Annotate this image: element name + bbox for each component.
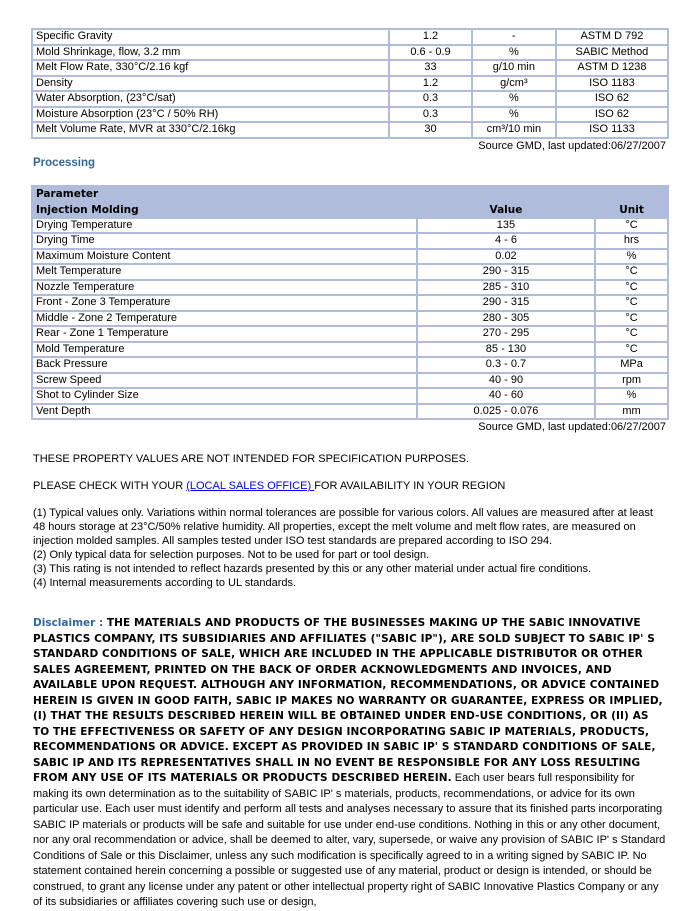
processing-row (33, 374, 667, 388)
processing-row (33, 389, 667, 403)
parameter-value: 135 (418, 219, 594, 233)
disclaimer (33, 616, 668, 911)
property-unit: cm³/10 min (473, 123, 555, 137)
processing-table (31, 185, 669, 421)
parameter-unit: °C (596, 312, 667, 326)
parameter-name: Rear - Zone 1 Temperature (33, 327, 416, 341)
footnote-1: (1) Typical values only. Variations within normal tolerances are possible for various colors. All values are measured after at least 48 hours storage at 23°C/50% relative humidity. All properties, except the melt volume and melt flow rates, are measured on injection molded samples. All samples tested under ISO test standards are prepared according to ISO 294. (33, 507, 653, 547)
spec-warning: THESE PROPERTY VALUES ARE NOT INTENDED FOR SPECIFICATION PURPOSES. (33, 453, 470, 465)
property-row (33, 123, 667, 137)
property-method: ASTM D 792 (557, 30, 667, 44)
footnote-2: (2) Only typical data for selection purposes. Not to be used for part or tool design. (33, 549, 430, 561)
parameter-name: Maximum Moisture Content (33, 250, 416, 264)
parameter-value: 0.02 (418, 250, 594, 264)
property-value: 0.6 - 0.9 (390, 46, 471, 60)
parameter-value: 0.3 - 0.7 (418, 358, 594, 372)
datasheet-page (32, 28, 668, 911)
parameter-value: 40 - 90 (418, 374, 594, 388)
processing-row (33, 250, 667, 264)
parameter-value: 290 - 315 (418, 296, 594, 310)
processing-row (33, 265, 667, 279)
property-row (33, 46, 667, 60)
processing-section-title: Processing (33, 156, 95, 169)
property-value: 0.3 (390, 92, 471, 106)
processing-row (33, 327, 667, 341)
property-method: SABIC Method (557, 46, 667, 60)
footnotes (33, 506, 668, 590)
parameter-name: Screw Speed (33, 374, 416, 388)
property-unit: % (473, 108, 555, 122)
property-value: 1.2 (390, 30, 471, 44)
processing-source-note: Source GMD, last updated:06/27/2007 (478, 421, 666, 433)
unit-header: Unit (596, 203, 667, 217)
parameter-value: 285 - 310 (418, 281, 594, 295)
parameter-value: 280 - 305 (418, 312, 594, 326)
parameter-unit: °C (596, 281, 667, 295)
parameter-name: Middle - Zone 2 Temperature (33, 312, 416, 326)
property-method: ASTM D 1238 (557, 61, 667, 75)
parameter-unit: % (596, 250, 667, 264)
disclaimer-caps-text: THE MATERIALS AND PRODUCTS OF THE BUSINESSES MAKING UP THE SABIC INNOVATIVE PLASTICS COMPANY, ITS SUBSIDIARIES AND AFFILIATES ("SABIC IP"), ARE SOLD SUBJECT TO SABIC IP' S STANDARD CONDITIONS OF SALE, WHICH ARE INCLUDED IN THE APPLICABLE DISTRIBUTOR OR OTHER SALES AGREEMENT, PRINTED ON THE BACK OF ORDER ACKNOWLEDGMENTS AND INVOICES, AND AVAILABLE UPON REQUEST. ALTHOUGH ANY INFORMATION, RECOMMENDATIONS, OR ADVICE CONTAINED HEREIN IS GIVEN IN GOOD FAITH, SABIC IP MAKES NO WARRANTY OR GUARANTEE, EXPRESS OR IMPLIED, (I) THAT THE RESULTS DESCRIBED HEREIN WILL BE OBTAINED UNDER END-USE CONDITIONS, OR (II) AS TO THE EFFECTIVENESS OR SAFETY OF ANY DESIGN INCORPORATING SABIC IP MATERIALS, PRODUCTS, RECOMMENDATIONS OR ADVICE. EXCEPT AS PROVIDED IN SABIC IP' S STANDARD CONDITIONS OF SALE, SABIC IP AND ITS REPRESENTATIVES SHALL IN NO EVENT BE RESPONSIBLE FOR ANY LOSS RESULTING FROM ANY USE OF ITS MATERIALS OR PRODUCTS DESCRIBED HEREIN. (33, 617, 663, 784)
processing-row (33, 296, 667, 310)
parameter-value: 4 - 6 (418, 234, 594, 248)
property-unit: % (473, 46, 555, 60)
processing-row (33, 358, 667, 372)
processing-row (33, 234, 667, 248)
footnote-4: (4) Internal measurements according to UL standards. (33, 577, 297, 589)
processing-row (33, 312, 667, 326)
parameter-name: Nozzle Temperature (33, 281, 416, 295)
availability-prefix: PLEASE CHECK WITH YOUR (33, 480, 187, 492)
availability-note (33, 479, 668, 493)
property-unit: - (473, 30, 555, 44)
property-method: ISO 1183 (557, 77, 667, 91)
property-row (33, 30, 667, 44)
parameter-name: Drying Time (33, 234, 416, 248)
parameter-unit: MPa (596, 358, 667, 372)
availability-suffix: FOR AVAILABILITY IN YOUR REGION (314, 480, 506, 492)
disclaimer-label: Disclaimer : (33, 617, 107, 629)
parameter-value: 85 - 130 (418, 343, 594, 357)
properties-table (31, 28, 669, 139)
property-row (33, 77, 667, 91)
parameter-unit: hrs (596, 234, 667, 248)
property-row (33, 92, 667, 106)
property-method: ISO 62 (557, 108, 667, 122)
parameter-name: Back Pressure (33, 358, 416, 372)
parameter-value: 40 - 60 (418, 389, 594, 403)
parameter-unit: mm (596, 405, 667, 419)
parameter-unit: °C (596, 343, 667, 357)
property-value: 1.2 (390, 77, 471, 91)
property-method: ISO 62 (557, 92, 667, 106)
parameter-name: Mold Temperature (33, 343, 416, 357)
parameter-name: Vent Depth (33, 405, 416, 419)
parameter-unit: °C (596, 296, 667, 310)
property-row (33, 108, 667, 122)
parameter-unit: °C (596, 265, 667, 279)
parameter-unit: rpm (596, 374, 667, 388)
property-unit: g/10 min (473, 61, 555, 75)
property-name: Moisture Absorption (23°C / 50% RH) (33, 108, 388, 122)
value-header: Value (418, 203, 594, 217)
property-name: Specific Gravity (33, 30, 388, 44)
parameter-value: 270 - 295 (418, 327, 594, 341)
property-name: Density (33, 77, 388, 91)
property-unit: % (473, 92, 555, 106)
processing-row (33, 281, 667, 295)
parameter-unit: % (596, 389, 667, 403)
injection-molding-header: Injection Molding (33, 203, 416, 217)
parameter-unit: °C (596, 327, 667, 341)
parameter-name: Melt Temperature (33, 265, 416, 279)
parameter-unit: °C (596, 219, 667, 233)
property-method: ISO 1133 (557, 123, 667, 137)
parameter-name: Front - Zone 3 Temperature (33, 296, 416, 310)
property-name: Melt Volume Rate, MVR at 330°C/2.16kg (33, 123, 388, 137)
footnote-3: (3) This rating is not intended to reflect hazards presented by this or any other material under actual fire conditions. (33, 563, 592, 575)
local-sales-office-link[interactable]: (LOCAL SALES OFFICE) (186, 480, 315, 492)
property-value: 30 (390, 123, 471, 137)
processing-row (33, 405, 667, 419)
property-name: Water Absorption, (23°C/sat) (33, 92, 388, 106)
processing-row (33, 343, 667, 357)
property-name: Mold Shrinkage, flow, 3.2 mm (33, 46, 388, 60)
property-row (33, 61, 667, 75)
parameter-header: Parameter (33, 187, 667, 201)
processing-row (33, 219, 667, 233)
disclaimer-body-text: Each user bears full responsibility for making its own determination as to the suitability of SABIC IP' s materials, products, recommendations, or advice for its own particular use. Each user must identify and perform all tests and analyses necessary to assure that its finished parts incorporating SABIC IP materials or products will be safe and suitable for use under end-use conditions. Nothing in this or any other document, nor any oral recommendation or advice, shall be deemed to alter, vary, supersede, or waive any provision of SABIC IP' s Standard Conditions of Sale or this Disclaimer, unless any such modification is specifically agreed to in a writing signed by SABIC IP. No statement contained herein concerning a possible or suggested use of any material, product or design is intended, or should be construed, to grant any license under any patent or other intellectual property right of SABIC Innovative Plastics Company or any of its subsidiaries or affiliates covering such use or design, (33, 772, 666, 908)
property-unit: g/cm³ (473, 77, 555, 91)
parameter-name: Shot to Cylinder Size (33, 389, 416, 403)
parameter-name: Drying Temperature (33, 219, 416, 233)
parameter-value: 290 - 315 (418, 265, 594, 279)
properties-source-note: Source GMD, last updated:06/27/2007 (478, 139, 666, 152)
parameter-value: 0.025 - 0.076 (418, 405, 594, 419)
property-value: 0.3 (390, 108, 471, 122)
property-name: Melt Flow Rate, 330°C/2.16 kgf (33, 61, 388, 75)
property-value: 33 (390, 61, 471, 75)
notes-section (32, 452, 668, 590)
